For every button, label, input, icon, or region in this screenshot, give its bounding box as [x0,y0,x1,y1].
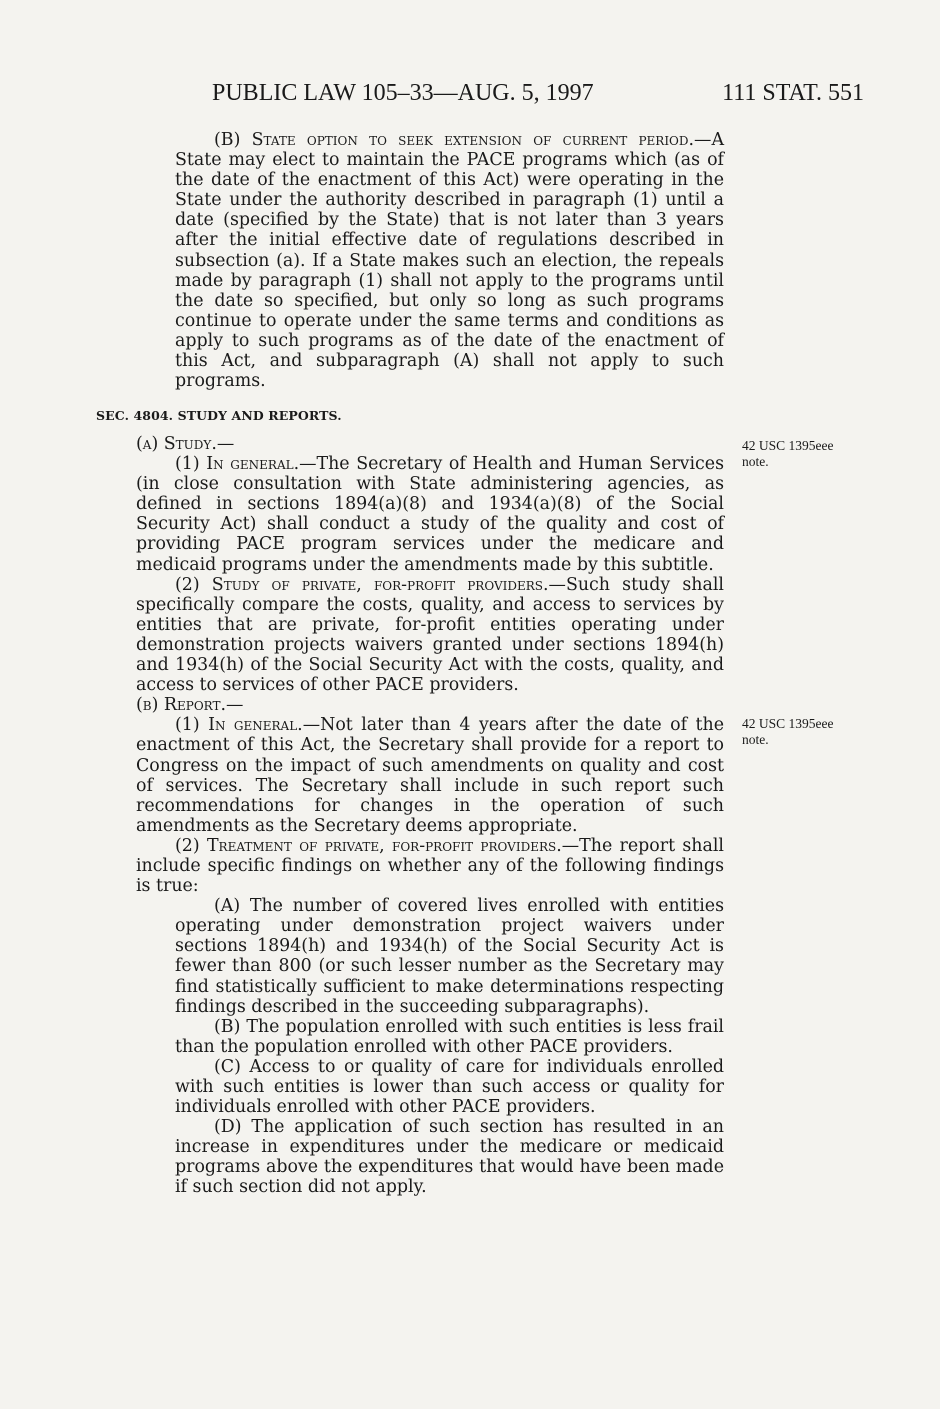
paragraph-b2 [136,836,724,896]
item-a: (A) The number of covered lives enrolled with entities operating under demonstration project waivers under sections 1894(h) and 1934(h) of the Social Security Act is fewer than 800 (or such lesser number as the Secretary may find statistically sufficient to make determinations respecting findings described in the succeeding subparagraphs). [175,896,724,1017]
item-c: (C) Access to or quality of care for individuals enrolled with such entities is lower than such access or quality for individuals enrolled with other PACE providers. [175,1056,724,1118]
header-law-date: PUBLIC LAW 105–33—AUG. 5, 1997 [212,80,594,106]
item-d: (D) The application of such section has resulted in an increase in expenditures under the medicare or medicaid programs above the expenditures that would have been made if such section did not apply. [175,1117,724,1198]
margin-note-report-note: note. [742,732,769,747]
paragraph-b1-heading: (1) In general. [175,715,303,736]
paragraph-b2-text: —The report shall include specific findings on whether any of the following findings is true: [136,835,724,897]
margin-note-study-note: note. [742,454,769,469]
margin-note-report-citation: 42 USC 1395eee [742,716,834,731]
item-b: (B) The population enrolled with such entities is less frail than the population enrolled with other PACE providers. [175,1016,724,1057]
section-heading: SEC. 4804. STUDY AND REPORTS. [96,408,342,423]
paragraph-b1 [136,715,724,836]
paragraph-a2-text: —Such study shall specifically compare the costs, quality, and access to services by entities that are private, for-profit entities operating under demonstration projects waivers granted under sections 1894(h) and 1934(h) of the Social Security Act with the costs, quality, and access to services of other PACE providers. [136,574,724,696]
paragraph-b-state-option [175,130,724,391]
subsection-b-heading: (b) Report.— [136,695,244,716]
subsection-b-label [136,695,724,715]
paragraph-b-heading: (B) State option to seek extension of current period. [214,130,695,150]
paragraph-b-text: —A State may elect to maintain the PACE programs which (as of the date of the enactment of this Act) were operating in the State under the authority described in paragraph (1) until a date (specified by the State) that is not later than 3 years after the initial effective date of regulations described in subsection (a). If a State makes such an election, the repeals made by paragraph (1) shall not apply to the programs until the date so specified, but only so long as such programs continue to operate under the same terms and conditions as apply to such programs as of the date of the enactment of this Act, and subparagraph (A) shall not apply to such programs. [175,130,724,392]
page-header [212,80,864,110]
margin-note-study-citation: 42 USC 1395eee [742,438,834,453]
paragraph-a1 [136,454,724,575]
paragraph-a1-text: —The Secretary of Health and Human Services (in close consultation with State administering agencies, as defined in sections 1894(a)(8) and 1934(a)(8) of the Social Security Act) shall conduct a study of the quality and cost of providing PACE program services under the medicare and medicaid programs under the amendments made by this subtitle. [136,454,724,575]
subsection-a-label [136,434,724,454]
paragraph-a2-heading: (2) Study of private, for-profit providers. [175,574,549,595]
paragraph-a2 [136,575,724,696]
paragraph-b2-heading: (2) Treatment of private, for-profit providers. [175,835,562,856]
prior-section-b [136,130,724,391]
section-4804-body [136,434,724,1198]
margin-note-study [742,438,872,470]
paragraph-a1-heading: (1) In general. [175,454,300,475]
header-stat-page: 111 STAT. 551 [722,80,864,106]
subsection-a-heading: (a) Study.— [136,434,235,454]
margin-note-report [742,716,872,748]
paragraph-b1-text: —Not later than 4 years after the date of the enactment of this Act, the Secretary shall provide for a report to Congress on the impact of such amendments on quality and cost of services. The Secretary shall include in such report such recommendations for changes in the operation of such amendments as the Secretary deems appropriate. [136,715,724,836]
